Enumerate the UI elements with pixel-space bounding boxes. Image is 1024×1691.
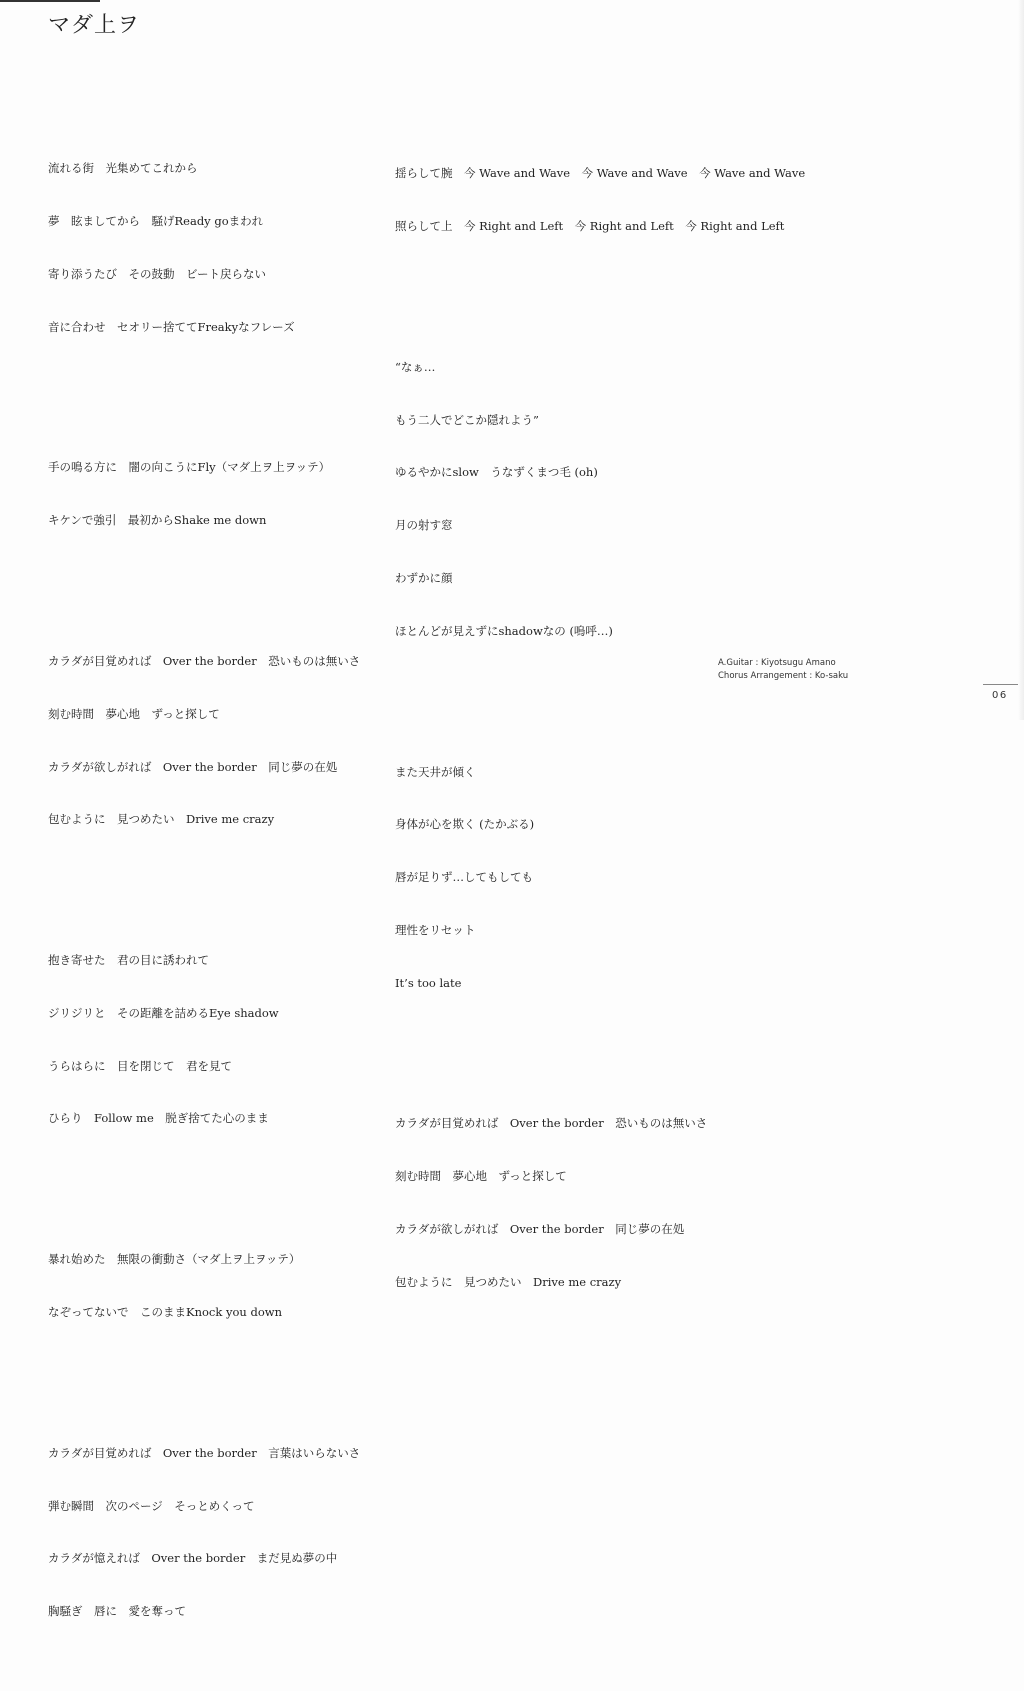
page-edge-shadow (1018, 0, 1024, 720)
lyric-line: 刻む時間 夢心地 ずっと探して (48, 706, 220, 721)
lyric-line: カラダが憶えれば Over the border まだ見ぬ夢の中 (48, 1551, 338, 1566)
stanza (48, 1216, 388, 1357)
lyric-line: また天井が傾く (395, 764, 476, 779)
lyric-line: なぞってないで このままKnock you down (48, 1304, 283, 1319)
lyric-line: カラダが目覚めれば Over the border 恐いものは無いさ (395, 1116, 708, 1131)
lyric-line: It’s too late (395, 975, 462, 990)
lyric-line: ひらり Follow me 脱ぎ捨てた心のまま (48, 1111, 269, 1126)
lyric-line: 刻む時間 夢心地 ずっと探して (395, 1169, 567, 1184)
lyric-line: 流れる街 光集めてこれから (48, 161, 198, 176)
stanza (48, 618, 388, 864)
lyric-line: 弾む瞬間 次のページ そっとめくって (48, 1498, 255, 1513)
lyric-line: 抱き寄せた 君の目に誘われて (48, 953, 209, 968)
stanza (395, 324, 835, 676)
stanza (48, 1410, 388, 1656)
lyric-line: 手の鳴る方に 闇の向こうにFly（マダ上ヲ上ヲッテ） (48, 460, 331, 475)
credit-chorus: Chorus Arrangement : Ko-saku (718, 671, 849, 681)
lyric-line: 包むように 見つめたい Drive me crazy (395, 1274, 622, 1289)
lyric-line: わずかに顔 (395, 571, 453, 586)
stanza (395, 1080, 835, 1326)
lyric-line: カラダが目覚めれば Over the border 言葉はいらないさ (48, 1445, 361, 1460)
lyric-line: ほとんどが見えずにshadowなの (嗚呼…) (395, 623, 613, 638)
lyric-line: 音に合わせ セオリー捨ててFreakyなフレーズ (48, 319, 295, 334)
lyric-line: 暴れ始めた 無限の衝動さ（マダ上ヲ上ヲッテ） (48, 1252, 301, 1267)
lyric-line: 照らして上 今 Right and Left 今 Right and Left 今 Right and Left (395, 219, 785, 234)
lyric-line: ジリジリと その距離を詰めるEye shadow (48, 1005, 279, 1020)
lyric-line: カラダが欲しがれば Over the border 同じ夢の在処 (48, 759, 338, 774)
lyric-line: 胸騒ぎ 唇に 愛を奪って (48, 1604, 186, 1619)
lyric-line: 身体が心を欺く (たかぶる) (395, 817, 535, 832)
lyric-line: 夢 眩ましてから 騒げReady goまわれ (48, 214, 264, 229)
lyrics-right-column (395, 95, 835, 1362)
lyric-line: キケンで強引 最初からShake me down (48, 513, 267, 528)
lyric-line: 揺らして腕 今 Wave and Wave 今 Wave and Wave 今 Wave and Wave (395, 166, 806, 181)
song-title: マダ上ヲ (48, 13, 141, 38)
stanza (48, 917, 388, 1163)
lyric-line: うらはらに 目を閉じて 君を見て (48, 1058, 232, 1073)
credit-guitar: A.Guitar : Kiyotsugu Amano (718, 658, 836, 668)
lyric-line: 月の射す窓 (395, 518, 453, 533)
stanza (395, 728, 835, 1027)
lyric-line: 寄り添うたび その鼓動 ビート戻らない (48, 266, 267, 281)
lyrics-left-column (48, 90, 388, 1691)
credits (718, 657, 848, 683)
top-rule (0, 0, 100, 2)
stanza (395, 130, 835, 271)
lyric-line: カラダが欲しがれば Over the border 同じ夢の在処 (395, 1222, 685, 1236)
lyric-line: “なぁ… (395, 359, 436, 374)
stanza (48, 125, 388, 371)
lyric-line: 唇が足りず…してもしても (395, 870, 533, 885)
lyric-line: 理性をリセット (395, 922, 476, 937)
stanza (48, 424, 388, 565)
lyric-line: カラダが目覚めれば Over the border 恐いものは無いさ (48, 654, 361, 668)
lyric-line: もう二人でどこか隠れよう” (395, 412, 539, 427)
lyric-line: ゆるやかにslow うなずくまつ毛 (oh) (395, 465, 598, 480)
lyric-line: 包むように 見つめたい Drive me crazy (48, 812, 275, 827)
page-number: 06 (992, 690, 1008, 701)
